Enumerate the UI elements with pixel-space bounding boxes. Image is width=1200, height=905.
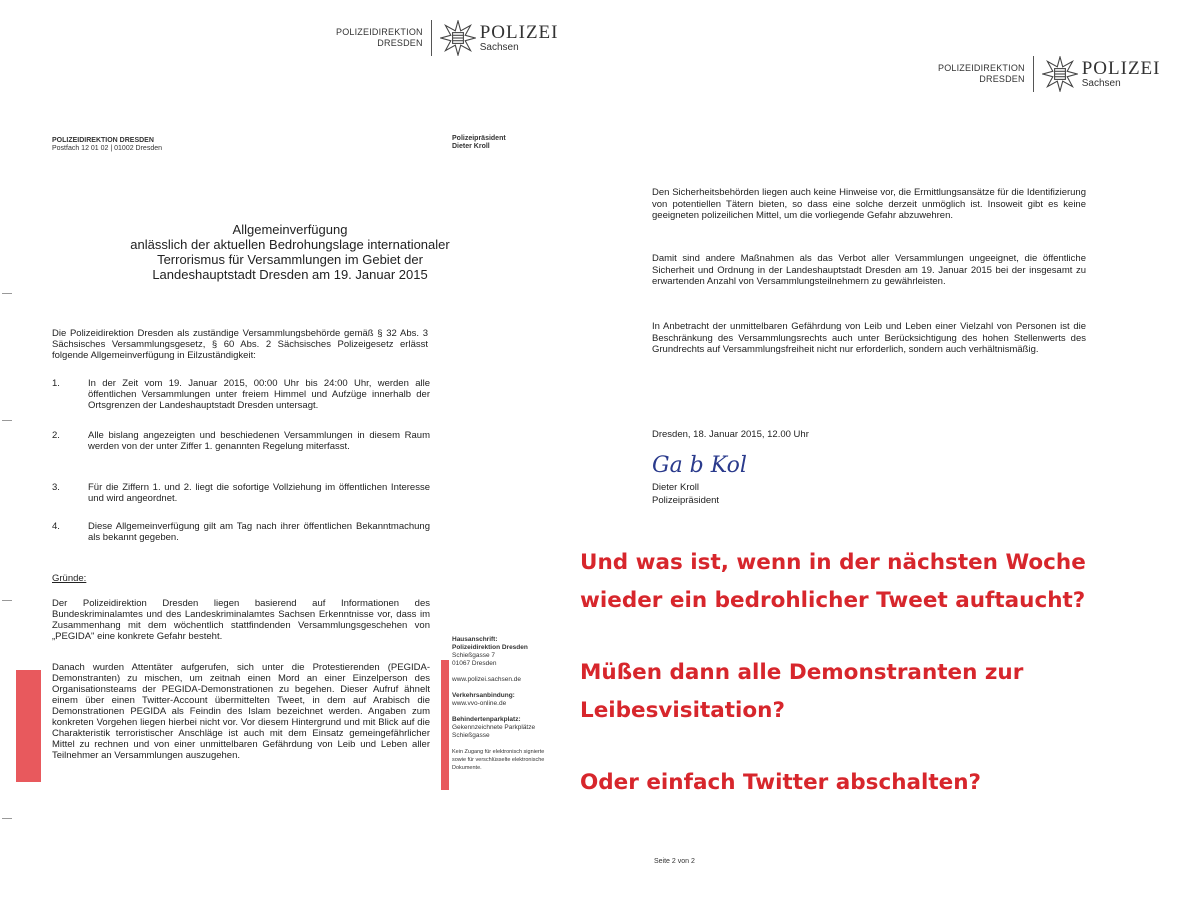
- list-item-number: 3.: [52, 482, 60, 493]
- title-line: anlässlich der aktuellen Bedrohungslage internationaler: [130, 237, 450, 252]
- dateline: Dresden, 18. Januar 2015, 12.00 Uhr: [652, 429, 809, 440]
- address-line: 01067 Dresden: [452, 660, 497, 667]
- right-paragraph: In Anbetracht der unmittelbaren Gefährdung von Leib und Leben einer Vielzahl von Personen ist die Beschränkung des Versammlungsrechts auch unter Berücksichtigung des hohen Stellenwerts des Grundrechts auf Versammlungsfreiheit nicht nur erforderlich, sondern auch verhältnismäßig.: [652, 321, 1086, 355]
- note-line: Dokumente.: [452, 765, 482, 771]
- sender-address: [52, 137, 162, 153]
- directorate-line2: DRESDEN: [979, 74, 1025, 84]
- redaction-bar: [441, 660, 449, 790]
- left-header-logo: [336, 20, 558, 56]
- directorate-line1: POLIZEIDIREKTION: [938, 63, 1025, 73]
- recipient-role: Polizeipräsident: [452, 135, 506, 142]
- web-address: www.polizei.sachsen.de: [452, 676, 522, 683]
- note-line: Kein Zugang für elektronisch signierte: [452, 749, 545, 755]
- transit-heading: Verkehrsanbindung:: [452, 692, 515, 699]
- directorate-line1: POLIZEIDIREKTION: [336, 27, 423, 37]
- comment-line: Leibesvisitation?: [580, 698, 785, 723]
- sender-line1: POLIZEIDIREKTION DRESDEN: [52, 137, 154, 144]
- page-number: Seite 2 von 2: [654, 858, 695, 865]
- saxony-police-star-icon: [1042, 56, 1078, 92]
- margin-tick: [2, 818, 12, 819]
- right-paragraph: Den Sicherheitsbehörden liegen auch keine Hinweise vor, die Ermittlungsansätze für die Identifizierung von potentiellen Tätern bieten, so dass eine solche derzeit unmöglich ist. Insoweit gibt es keine geeigneten polizeilichen Mittel, um die vorliegende Gefahr abzuwehren.: [652, 187, 1086, 221]
- reasons-paragraph: Der Polizeidirektion Dresden liegen basierend auf Informationen des Bundeskriminalamtes und des Landeskriminalamtes Sachsen Erkenntnisse vor, dass im Zusammenhang mit dem wöchentlich stattfindenden Versammlungsgeschehen von „PEGIDA" eine konkrete Gefahr besteht.: [52, 598, 430, 642]
- sender-line2: Postfach 12 01 02 | 01002 Dresden: [52, 145, 163, 152]
- parking-line: Schießgasse: [452, 732, 490, 739]
- address-line: Polizeidirektion Dresden: [452, 644, 528, 651]
- comment-line: Müßen dann alle Demonstranten zur: [580, 660, 1024, 685]
- list-item: [52, 430, 430, 466]
- brand-state: Sachsen: [479, 42, 519, 53]
- reasons-heading: Gründe:: [52, 573, 87, 584]
- margin-tick: [2, 600, 12, 601]
- list-item-text: Diese Allgemeinverfügung gilt am Tag nach ihrer öffentlichen Bekanntmachung als bekannt gegeben.: [88, 521, 430, 543]
- list-item: [52, 378, 430, 414]
- comment-line: Und was ist, wenn in der nächsten Woche: [580, 550, 1086, 575]
- directorate-line2: DRESDEN: [377, 38, 423, 48]
- list-item: [52, 482, 430, 506]
- document-title: [50, 222, 530, 282]
- margin-tick: [2, 420, 12, 421]
- recipient-name: Dieter Kroll: [452, 143, 490, 150]
- parking-heading: Behindertenparkplatz:: [452, 716, 521, 723]
- address-line: Schießgasse 7: [452, 652, 495, 659]
- signature: Ga b Kol: [652, 453, 747, 478]
- address-sidebar: [452, 636, 562, 772]
- logo-divider: [431, 20, 432, 56]
- brand-name: POLIZEI: [479, 22, 559, 43]
- logo-divider: [1033, 56, 1034, 92]
- list-item-number: 1.: [52, 378, 60, 389]
- list-item-number: 4.: [52, 521, 60, 532]
- margin-tick: [2, 293, 12, 294]
- title-line: Allgemeinverfügung: [232, 222, 348, 237]
- list-item-text: Für die Ziffern 1. und 2. liegt die sofortige Vollziehung im öffentlichen Interesse und wird angeordnet.: [88, 482, 430, 504]
- list-item-number: 2.: [52, 430, 60, 441]
- intro-paragraph: Die Polizeidirektion Dresden als zuständige Versammlungsbehörde gemäß § 32 Abs. 3 Sächsisches Versammlungsgesetz, § 60 Abs. 2 Sächsisches Polizeigesetz erlässt folgende Allgemeinverfügung in Eilzuständigkeit:: [52, 328, 428, 361]
- brand-name: POLIZEI: [1081, 58, 1161, 79]
- address-heading: Hausanschrift:: [452, 636, 498, 643]
- brand-state: Sachsen: [1081, 78, 1121, 89]
- title-line: Terrorismus für Versammlungen im Gebiet der: [157, 252, 423, 267]
- saxony-police-star-icon: [440, 20, 476, 56]
- transit-link: www.vvo-online.de: [452, 700, 507, 707]
- list-item-text: In der Zeit vom 19. Januar 2015, 00:00 Uhr bis 24:00 Uhr, werden alle öffentlichen Versammlungen unter freiem Himmel und Aufzüge innerhalb der Ortsgrenzen der Landeshauptstadt Dresden untersagt.: [88, 378, 430, 411]
- signer-role: Polizeipräsident: [652, 495, 720, 506]
- title-line: Landeshauptstadt Dresden am 19. Januar 2015: [152, 267, 428, 282]
- redaction-bar: [16, 670, 41, 782]
- recipient-block: [452, 135, 506, 151]
- parking-line: Gekennzeichnete Parkplätze: [452, 724, 536, 731]
- reasons-paragraph: Danach wurden Attentäter aufgerufen, sich unter die Protestierenden (PEGIDA-Demonstranten) zu mischen, um zeitnah einen Mord an einer Einzelperson des Organisationsteams der PEGIDA-Demonstrationen zu begehen. Dieser Aufruf ähnelt einem über einen Twitter-Account übermittelten Tweet, in dem auf Arabisch die Demonstrationen PEGIDA als Feindin des Islam bezeichnet werden. Angaben zum konkreten Vorgehen liegen hierbei nicht vor. Vor diesem Hintergrund und mit Blick auf die Charakteristik terroristischer Anschläge ist auch mit dem Einsatz gemeingefährlicher Mittel zu rechnen und von einer unmittelbaren Gefährdung von Leib und Leben aller Teilnehmer an Versammlungen auszugehen.: [52, 662, 430, 761]
- right-header-logo: [938, 56, 1160, 92]
- right-paragraph: Damit sind andere Maßnahmen als das Verbot aller Versammlungen ungeeignet, die öffentliche Sicherheit und Ordnung in der Landeshauptstadt Dresden am 19. Januar 2015 bei der insgesamt zu erwartenden Anzahl von Versammlungsteilnehmern zu gewährleisten.: [652, 253, 1086, 287]
- comment-line: Oder einfach Twitter abschalten?: [580, 770, 982, 795]
- note-line: sowie für verschlüsselte elektronische: [452, 757, 545, 763]
- list-item-text: Alle bislang angezeigten und beschiedenen Versammlungen in diesem Raum werden von der unter Ziffer 1. genannten Regelung miterfasst.: [88, 430, 430, 452]
- comment-line: wieder ein bedrohlicher Tweet auftaucht?: [580, 588, 1086, 613]
- list-item: [52, 521, 430, 545]
- signer-name: Dieter Kroll: [652, 482, 699, 493]
